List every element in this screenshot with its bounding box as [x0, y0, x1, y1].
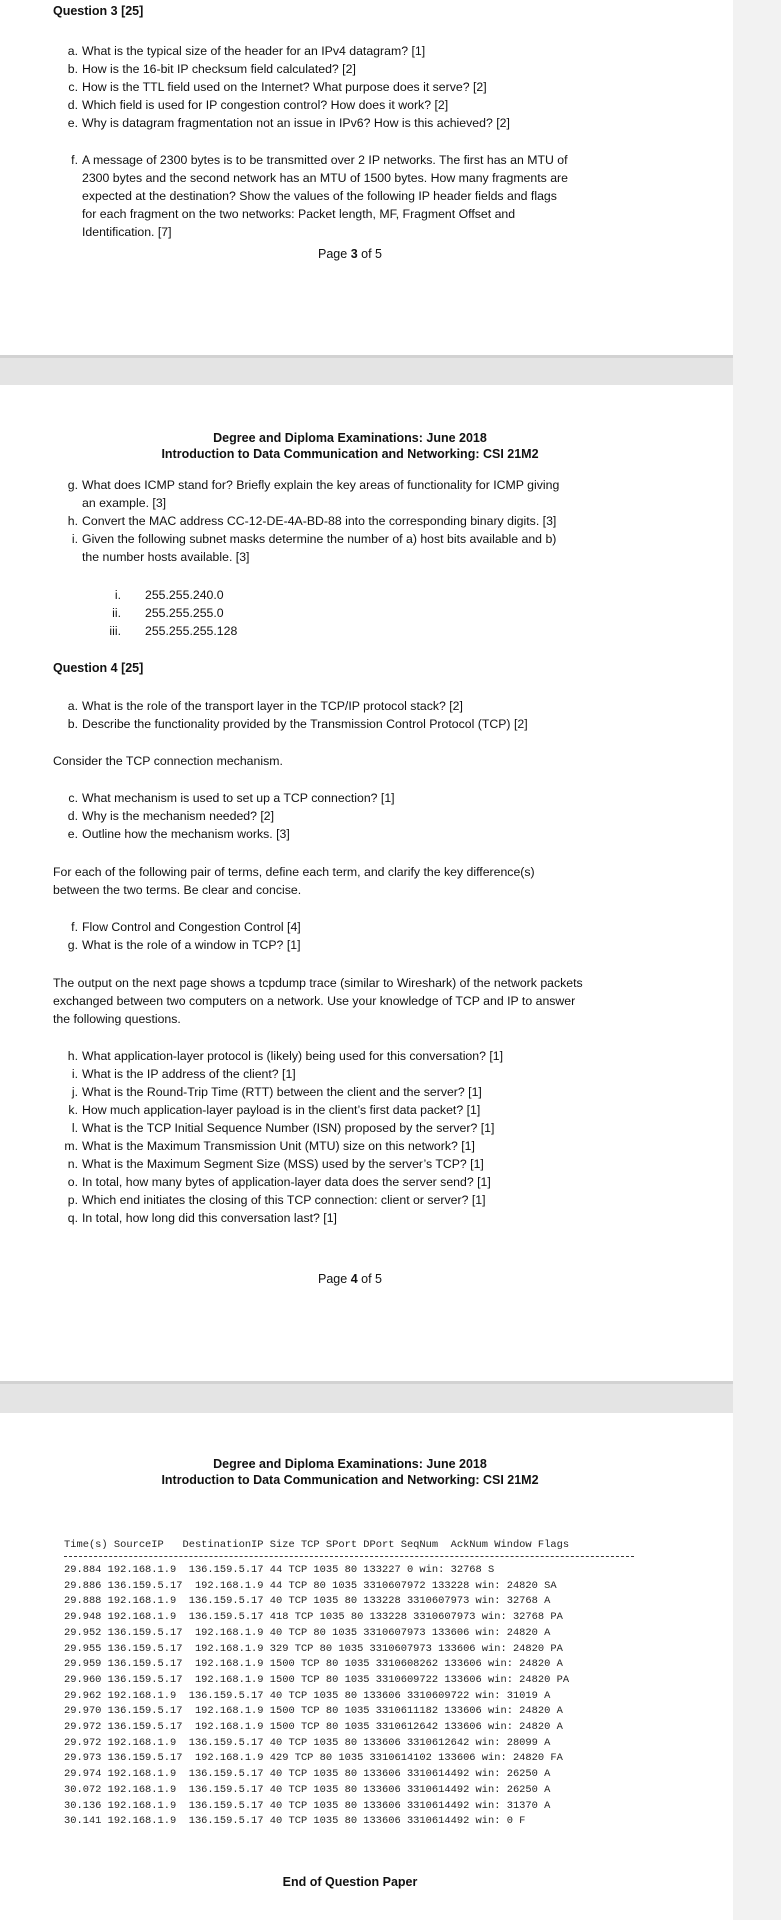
item-text: What is the role of a window in TCP? [1] — [82, 938, 301, 952]
item-text: What is the Round-Trip Time (RTT) between the client and the server? [1] — [82, 1085, 482, 1099]
item-text: Which field is used for IP congestion control? How does it work? [2] — [82, 98, 449, 112]
item-label: q. — [67, 1211, 78, 1225]
trace-row: 29.970 136.159.5.17 192.168.1.9 1500 TCP 80 1035 3310611182 133606 win: 24820 A — [64, 1705, 563, 1718]
paragraph-line: The output on the next page shows a tcpdump trace (similar to Wireshark) of the network packets — [53, 976, 583, 990]
item-label: i. — [71, 1067, 78, 1081]
item-text: What is the Maximum Transmission Unit (MTU) size on this network? [1] — [82, 1139, 475, 1153]
exam-header-line-2: Introduction to Data Communication and Networking: CSI 21M2 — [161, 447, 539, 461]
item-text: Which end initiates the closing of this TCP connection: client or server? [1] — [82, 1193, 486, 1207]
item-text-line: A message of 2300 bytes is to be transmitted over 2 IP networks. The first has an MTU of — [82, 153, 568, 167]
item-label: a. — [67, 44, 78, 58]
item-text: 255.255.240.0 — [145, 588, 224, 602]
list-item — [58, 476, 658, 512]
item-text: What is the IP address of the client? [1] — [82, 1067, 296, 1081]
item-text: Outline how the mechanism works. [3] — [82, 827, 290, 841]
item-label: l. — [71, 1121, 78, 1135]
item-label: i. — [114, 588, 121, 602]
item-text-line: the number hosts available. [3] — [82, 550, 250, 564]
item-label: a. — [67, 699, 78, 713]
item-text-line: an example. [3] — [82, 496, 167, 510]
trace-row: 29.952 136.159.5.17 192.168.1.9 40 TCP 80 1035 3310607973 133606 win: 24820 A — [64, 1626, 551, 1639]
item-text: What application-layer protocol is (likely) being used for this conversation? [1] — [82, 1049, 504, 1063]
item-text: What is the typical size of the header for an IPv4 datagram? [1] — [82, 44, 426, 58]
trace-header: Time(s) SourceIP DestinationIP Size TCP SPort DPort SeqNum AckNum Window Flags — [64, 1539, 570, 1551]
trace-row: 29.888 192.168.1.9 136.159.5.17 40 TCP 1035 80 133228 3310607973 win: 32768 A — [64, 1595, 551, 1608]
question-3-title: Question 3 [25] — [53, 4, 144, 18]
item-label: e. — [67, 827, 78, 841]
item-label: e. — [67, 116, 78, 130]
paragraph-line: For each of the following pair of terms, define each term, and clarify the key difference(s) — [53, 865, 535, 879]
item-text-line: Given the following subnet masks determine the number of a) host bits available and b) — [82, 532, 557, 546]
item-label: h. — [67, 1049, 78, 1063]
trace-row: 29.948 192.168.1.9 136.159.5.17 418 TCP 1035 80 133228 3310607973 win: 32768 PA — [64, 1611, 563, 1624]
page-gap — [0, 1381, 733, 1413]
item-text: Why is datagram fragmentation not an issue in IPv6? How is this achieved? [2] — [82, 116, 510, 130]
item-text: How is the TTL field used on the Internet? What purpose does it serve? [2] — [82, 80, 487, 94]
trace-row: 30.136 192.168.1.9 136.159.5.17 40 TCP 1035 80 133606 3310614492 win: 31370 A — [64, 1799, 551, 1812]
item-text: How much application-layer payload is in the client’s first data packet? [1] — [82, 1103, 481, 1117]
item-text: What is the TCP Initial Sequence Number (ISN) proposed by the server? [1] — [82, 1121, 495, 1135]
trace-row: 29.955 136.159.5.17 192.168.1.9 329 TCP 80 1035 3310607973 133606 win: 24820 PA — [64, 1642, 563, 1655]
trace-row: 29.962 192.168.1.9 136.159.5.17 40 TCP 1035 80 133606 3310609722 win: 31019 A — [64, 1689, 551, 1702]
trace-row: 29.974 192.168.1.9 136.159.5.17 40 TCP 1035 80 133606 3310614492 win: 26250 A — [64, 1768, 551, 1781]
end-of-paper: End of Question Paper — [282, 1875, 418, 1889]
item-text-line: What does ICMP stand for? Briefly explain the key areas of functionality for ICMP giving — [82, 478, 560, 492]
paragraph-line: between the two terms. Be clear and concise. — [53, 883, 302, 897]
item-label: g. — [67, 938, 78, 952]
item-text-line: for each fragment on the two networks: Packet length, MF, Fragment Offset and — [82, 207, 516, 221]
item-text-line: 2300 bytes and the second network has an MTU of 1500 bytes. How many fragments are — [82, 171, 568, 185]
trace-divider — [64, 1556, 634, 1557]
page-number: Page 3 of 5 — [318, 247, 382, 261]
exam-header-line-1: Degree and Diploma Examinations: June 2018 — [213, 431, 487, 445]
trace-row: 30.072 192.168.1.9 136.159.5.17 40 TCP 1035 80 133606 3310614492 win: 26250 A — [64, 1783, 551, 1796]
item-text: Describe the functionality provided by the Transmission Control Protocol (TCP) [2] — [82, 717, 528, 731]
trace-row: 29.973 136.159.5.17 192.168.1.9 429 TCP 80 1035 3310614102 133606 win: 24820 FA — [64, 1752, 563, 1765]
item-label: c. — [68, 791, 78, 805]
tcpdump-trace — [64, 1563, 569, 1830]
item-label: b. — [67, 717, 78, 731]
item-label: iii. — [109, 624, 121, 638]
list-item — [58, 530, 658, 566]
item-text: 255.255.255.0 — [145, 606, 224, 620]
trace-row: 30.141 192.168.1.9 136.159.5.17 40 TCP 1035 80 133606 3310614492 win: 0 F — [64, 1815, 526, 1828]
right-margin-strip — [733, 0, 781, 1920]
item-label: f. — [71, 153, 78, 167]
item-label: c. — [68, 80, 78, 94]
exam-header-line-1: Degree and Diploma Examinations: June 2018 — [213, 1457, 487, 1471]
item-label: h. — [67, 514, 78, 528]
trace-row: 29.972 192.168.1.9 136.159.5.17 40 TCP 1035 80 133606 3310612642 win: 28099 A — [64, 1736, 551, 1749]
item-label: k. — [68, 1103, 78, 1117]
question-4-title: Question 4 [25] — [53, 661, 144, 675]
item-text: How is the 16-bit IP checksum field calculated? [2] — [82, 62, 356, 76]
page-number: Page 4 of 5 — [318, 1272, 382, 1286]
item-label: ii. — [112, 606, 121, 620]
item-text-line: Convert the MAC address CC-12-DE-4A-BD-88 into the corresponding binary digits. [3] — [82, 514, 557, 528]
item-label: n. — [67, 1157, 78, 1171]
trace-row: 29.960 136.159.5.17 192.168.1.9 1500 TCP 80 1035 3310609722 133606 win: 24820 PA — [64, 1673, 570, 1686]
item-label: d. — [67, 98, 78, 112]
item-label: f. — [71, 920, 78, 934]
pair-terms-paragraph — [53, 863, 673, 899]
item-text: What is the role of the transport layer in the TCP/IP protocol stack? [2] — [82, 699, 463, 713]
item-label: g. — [67, 478, 78, 492]
item-text: In total, how many bytes of application-layer data does the server send? [1] — [82, 1175, 491, 1189]
item-label: i. — [71, 532, 78, 546]
item-label: b. — [67, 62, 78, 76]
item-label: p. — [67, 1193, 78, 1207]
item-text: In total, how long did this conversation last? [1] — [82, 1211, 337, 1225]
paragraph-line: the following questions. — [53, 1012, 181, 1026]
trace-row: 29.884 192.168.1.9 136.159.5.17 44 TCP 1035 80 133227 0 win: 32768 S — [64, 1564, 495, 1576]
trace-row: 29.886 136.159.5.17 192.168.1.9 44 TCP 80 1035 3310607972 133228 win: 24820 SA — [64, 1579, 557, 1592]
page-gap — [0, 355, 733, 385]
paragraph-line: exchanged between two computers on a network. Use your knowledge of TCP and IP to answer — [53, 994, 576, 1008]
consider-text: Consider the TCP connection mechanism. — [53, 754, 283, 768]
item-text-line: expected at the destination? Show the values of the following IP header fields and flags — [82, 189, 557, 203]
item-text: What is the Maximum Segment Size (MSS) used by the server’s TCP? [1] — [82, 1157, 484, 1171]
item-text-line: Identification. [7] — [82, 225, 172, 239]
exam-header-line-2: Introduction to Data Communication and Networking: CSI 21M2 — [161, 1473, 539, 1487]
item-label: d. — [67, 809, 78, 823]
item-label: m. — [64, 1139, 78, 1153]
trace-row: 29.972 136.159.5.17 192.168.1.9 1500 TCP 80 1035 3310612642 133606 win: 24820 A — [64, 1721, 563, 1734]
trace-row: 29.959 136.159.5.17 192.168.1.9 1500 TCP 80 1035 3310608262 133606 win: 24820 A — [64, 1658, 563, 1671]
item-text: What mechanism is used to set up a TCP connection? [1] — [82, 791, 395, 805]
list-item — [58, 151, 658, 243]
item-text: Flow Control and Congestion Control [4] — [82, 920, 301, 934]
item-label: o. — [67, 1175, 78, 1189]
item-text: Why is the mechanism needed? [2] — [82, 809, 275, 823]
item-text: 255.255.255.128 — [145, 624, 238, 638]
item-label: j. — [71, 1085, 78, 1099]
tcpdump-intro-paragraph — [53, 974, 693, 1028]
